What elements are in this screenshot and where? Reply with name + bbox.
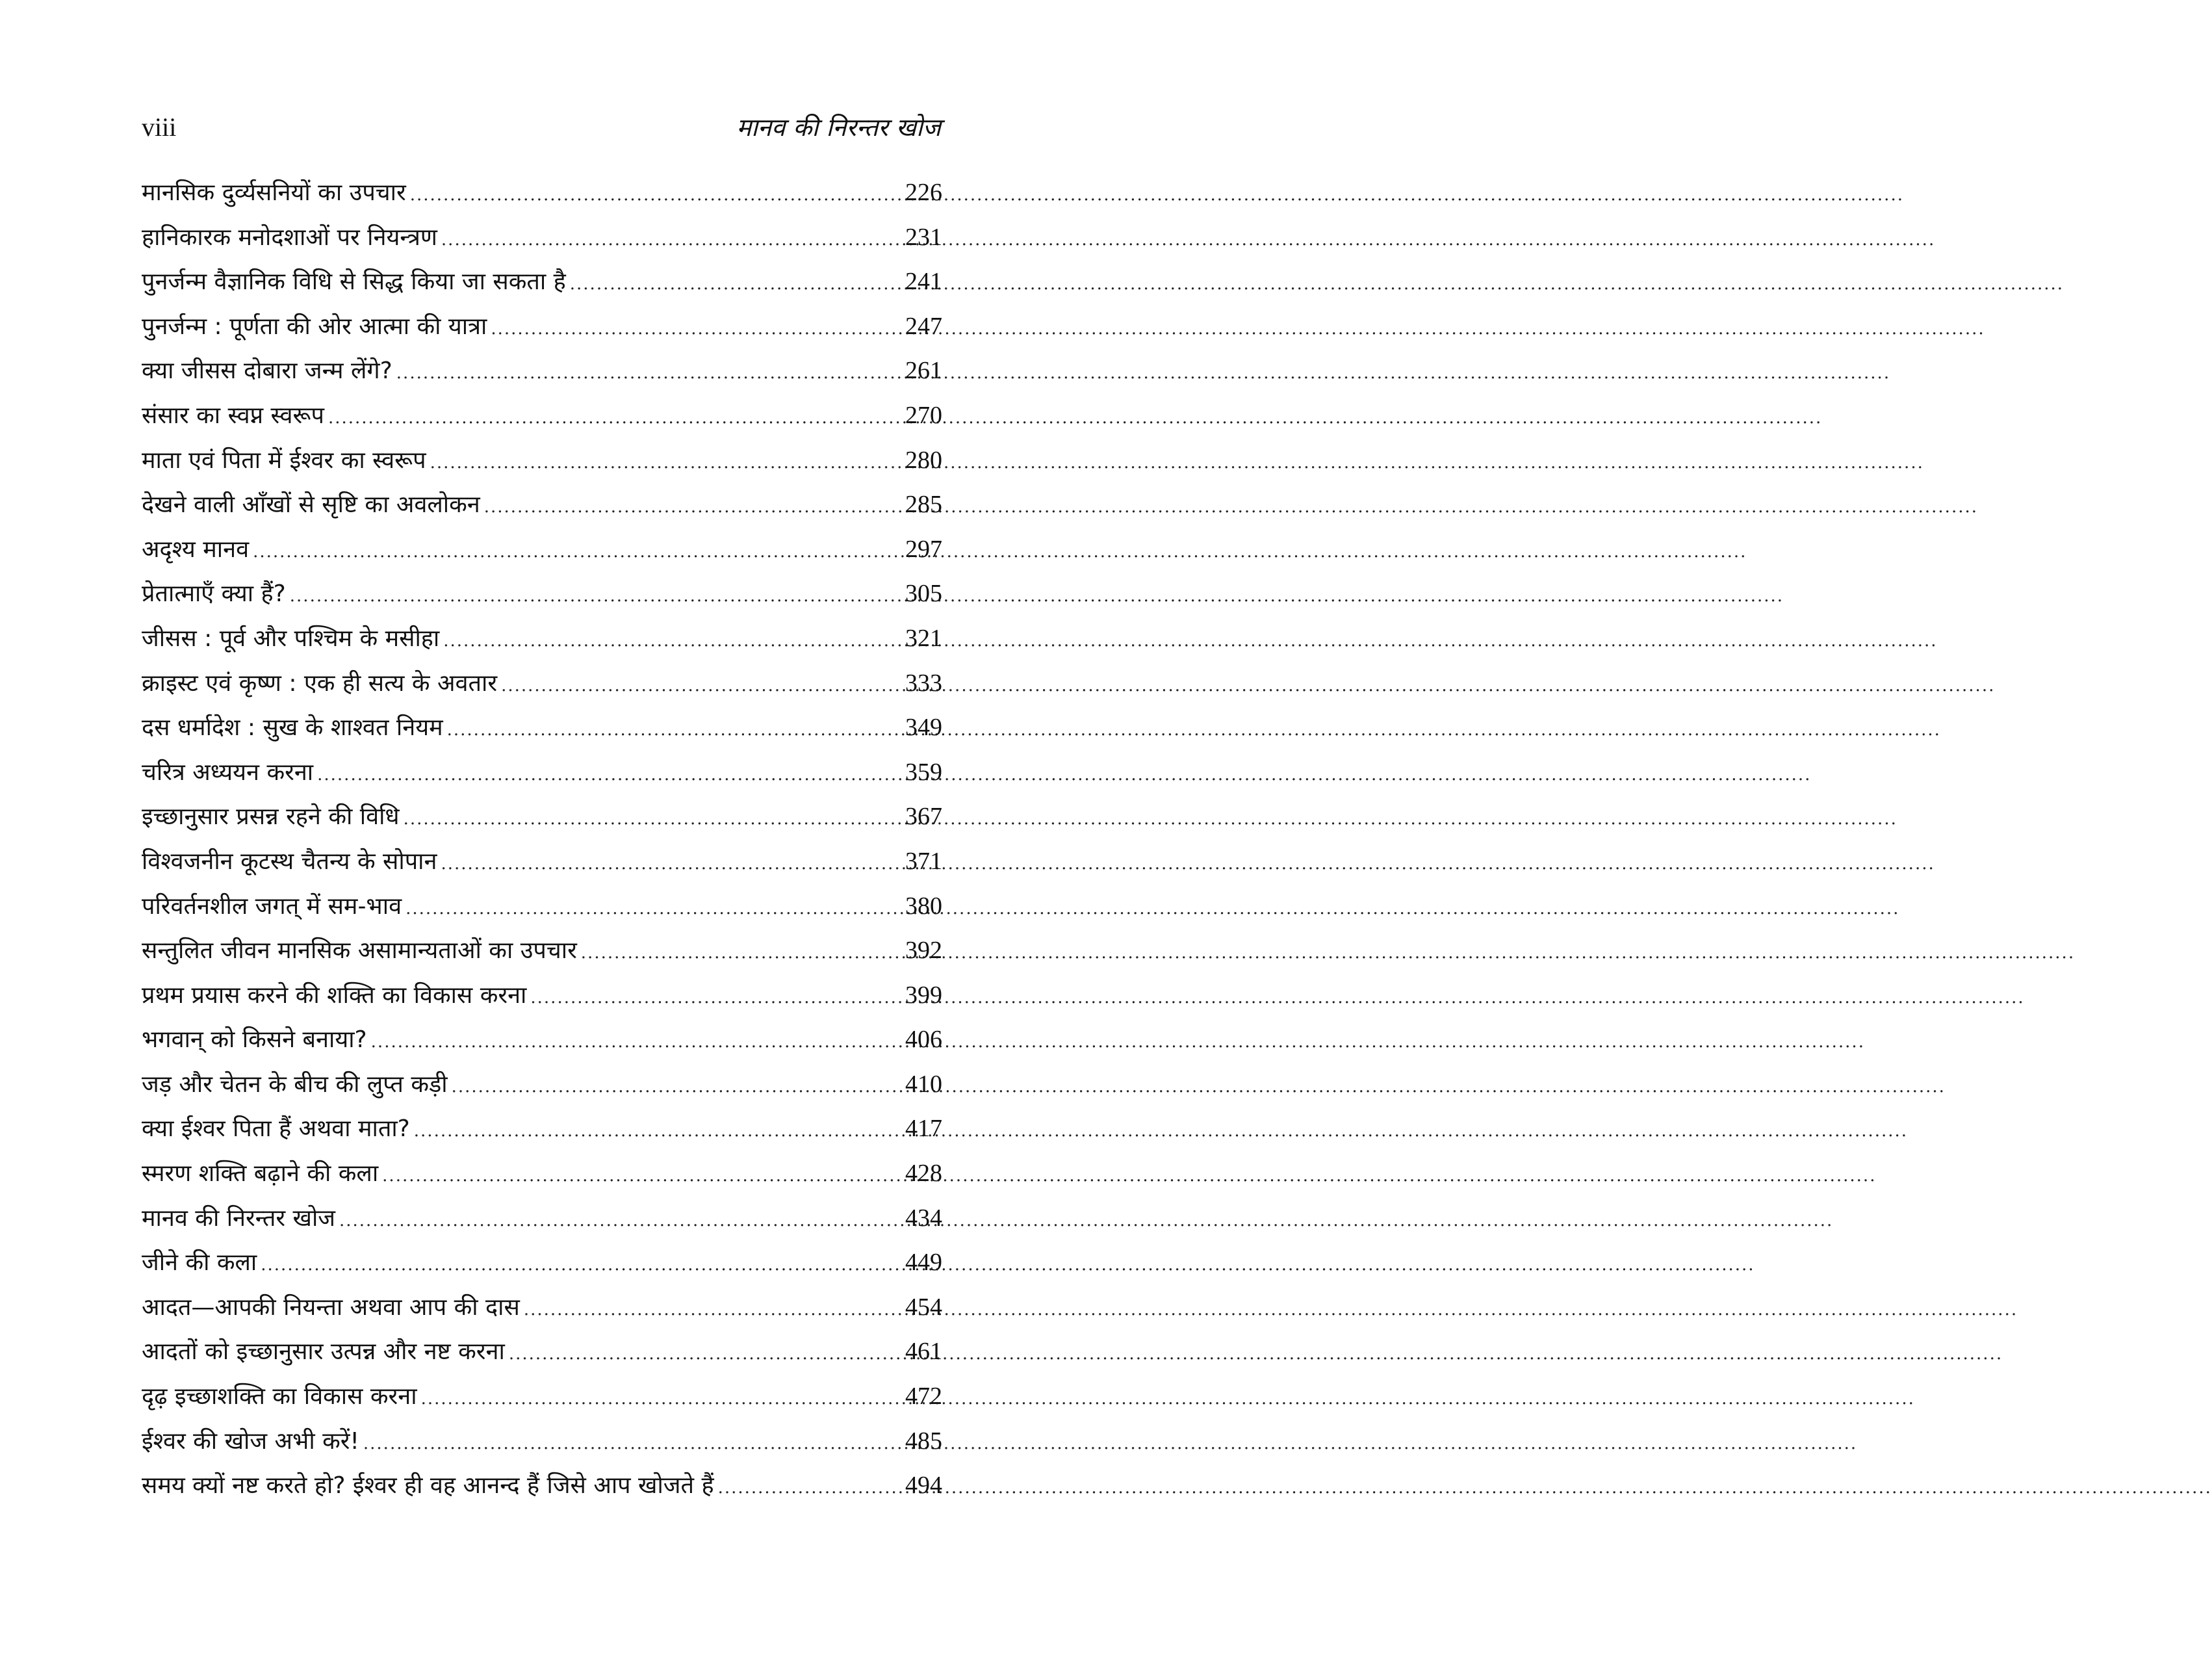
toc-dot-leader (382, 1166, 890, 1186)
toc-dot-leader (317, 765, 890, 785)
toc-dot-leader (414, 1121, 890, 1141)
toc-entry (142, 839, 942, 884)
toc-entry-title: प्रथम प्रयास करने की शक्ति का विकास करना (142, 982, 527, 1009)
toc-entry (142, 259, 942, 304)
toc-entry-page: 247 (905, 312, 942, 340)
toc-entry-title: क्राइस्ट एवं कृष्ण : एक ही सत्य के अवतार (142, 670, 498, 697)
toc-entry-page: 226 (905, 179, 942, 206)
toc-dot-leader (410, 185, 890, 205)
toc-dot-leader (396, 363, 890, 383)
toc-entry-page: 280 (905, 446, 942, 474)
toc-entry-title: दस धर्मादेश : सुख के शाश्वत नियम (142, 714, 443, 742)
toc-dot-leader (491, 319, 890, 339)
toc-dot-leader (581, 943, 890, 963)
toc-entry (142, 1285, 942, 1330)
toc-dot-leader (484, 497, 890, 517)
toc-entry-page: 349 (905, 714, 942, 742)
toc-entry-page: 406 (905, 1026, 942, 1054)
toc-entry-page: 392 (905, 937, 942, 965)
toc-entry (142, 571, 942, 616)
toc-dot-leader (261, 1255, 890, 1275)
toc-entry (142, 304, 942, 349)
toc-dot-leader (718, 1478, 890, 1498)
toc-entry-page: 241 (905, 268, 942, 296)
toc-entry-page: 261 (905, 357, 942, 385)
toc-entry-page: 380 (905, 892, 942, 920)
toc-entry-page: 285 (905, 491, 942, 519)
toc-entry-title: मानव की निरन्तर खोज (142, 1204, 335, 1232)
toc-entry-page: 367 (905, 803, 942, 831)
page-header (142, 108, 941, 147)
toc-entry-title: सन्तुलित जीवन मानसिक असामान्यताओं का उपचार (142, 937, 577, 965)
toc-entry-page: 270 (905, 401, 942, 429)
toc-entry (142, 973, 942, 1018)
running-title: मानव की निरन्तर खोज (736, 113, 941, 142)
toc-entry-title: स्मरण शक्ति बढ़ाने की कला (142, 1160, 379, 1188)
toc-entry-page: 399 (905, 981, 942, 1009)
toc-entry-page: 305 (905, 580, 942, 608)
toc-entry (142, 170, 942, 215)
toc-entry-title: ईश्वर की खोज अभी करें! (142, 1427, 359, 1455)
toc-entry-page: 454 (905, 1293, 942, 1321)
toc-entry (142, 1106, 942, 1151)
toc-dot-leader (452, 1077, 890, 1097)
toc-dot-leader (328, 408, 890, 428)
toc-entry-title: प्रेतात्माएँ क्या हैं? (142, 580, 286, 608)
toc-entry-title: जड़ और चेतन के बीच की लुप्त कड़ी (142, 1071, 448, 1098)
toc-entry-title: इच्छानुसार प्रसन्न रहने की विधि (142, 803, 400, 831)
toc-entry (142, 348, 942, 393)
toc-entry-page: 428 (905, 1160, 942, 1188)
toc-entry-title: देखने वाली आँखों से सृष्टि का अवलोकन (142, 491, 480, 519)
toc-entry-title: विश्वजनीन कूटस्थ चैतन्य के सोपान (142, 848, 437, 875)
toc-entry (142, 884, 942, 929)
toc-entry (142, 661, 942, 706)
toc-dot-leader (339, 1211, 890, 1230)
toc-entry-page: 461 (905, 1338, 942, 1366)
toc-entry-title: जीने की कला (142, 1249, 257, 1277)
toc-dot-leader (530, 988, 890, 1008)
toc-entry-page: 434 (905, 1204, 942, 1232)
toc-entry-page: 359 (905, 758, 942, 786)
toc-entry-title: अदृश्य मानव (142, 536, 250, 563)
toc-entry (142, 482, 942, 527)
toc-entry-title: माता एवं पिता में ईश्वर का स्वरूप (142, 447, 426, 474)
toc-entry-page: 333 (905, 669, 942, 697)
toc-entry (142, 1329, 942, 1374)
toc-entry-title: जीसस : पूर्व और पश्चिम के मसीहा (142, 625, 440, 652)
toc-entry-title: हानिकारक मनोदशाओं पर नियन्त्रण (142, 224, 437, 251)
toc-entry (142, 1196, 942, 1241)
toc-dot-leader (447, 720, 890, 740)
toc-dot-leader (509, 1344, 890, 1364)
toc-entry-page: 410 (905, 1070, 942, 1098)
toc-entry-title: आदत—आपकी नियन्ता अथवा आप की दास (142, 1294, 520, 1321)
toc-entry (142, 393, 942, 438)
toc-entry-title: मानसिक दुर्व्यसनियों का उपचार (142, 179, 406, 206)
toc-dot-leader (253, 542, 890, 562)
toc-entry (142, 1151, 942, 1196)
toc-entry (142, 705, 942, 750)
toc-entry-title: समय क्यों नष्ट करते हो? ईश्वर ही वह आनन्द हैं जिसे आप खोजते हैं (142, 1472, 714, 1500)
toc-dot-leader (404, 809, 890, 829)
toc-dot-leader (371, 1032, 890, 1052)
toc-dot-leader (570, 274, 890, 294)
toc-entry-title: पुनर्जन्म वैज्ञानिक विधि से सिद्ध किया जा सकता है (142, 268, 566, 296)
toc-entry-page: 494 (905, 1472, 942, 1500)
toc-dot-leader (405, 899, 890, 918)
toc-entry (142, 1463, 942, 1508)
toc-entry (142, 527, 942, 572)
toc-entry (142, 928, 942, 973)
toc-entry-page: 417 (905, 1115, 942, 1143)
toc-entry-page: 449 (905, 1249, 942, 1277)
toc-entry (142, 750, 942, 795)
toc-dot-leader (524, 1300, 890, 1320)
toc-entry (142, 1374, 942, 1419)
toc-dot-leader (441, 230, 890, 250)
toc-dot-leader (290, 586, 890, 606)
toc-entry-title: आदतों को इच्छानुसार उत्पन्न और नष्ट करना (142, 1338, 505, 1366)
page-number: viii (142, 112, 177, 142)
toc-dot-leader (441, 854, 890, 874)
toc-entry-title: संसार का स्वप्न स्वरूप (142, 402, 324, 429)
toc-entry (142, 438, 942, 483)
toc-entry-page: 297 (905, 535, 942, 563)
toc-entry-page: 472 (905, 1383, 942, 1410)
toc-entry (142, 794, 942, 839)
toc-entry (142, 1240, 942, 1285)
toc-entry-title: चरित्र अध्ययन करना (142, 759, 314, 786)
toc-dot-leader (363, 1434, 890, 1453)
toc-entry (142, 1017, 942, 1062)
toc-entry-page: 485 (905, 1427, 942, 1455)
toc-dot-leader (421, 1389, 890, 1409)
toc-entry (142, 616, 942, 661)
toc-entry-title: भगवान् को किसने बनाया? (142, 1026, 367, 1054)
table-of-contents (142, 170, 942, 1508)
toc-entry-page: 231 (905, 223, 942, 251)
toc-entry-title: परिवर्तनशील जगत् में सम-भाव (142, 892, 402, 920)
toc-entry-page: 321 (905, 624, 942, 652)
toc-entry (142, 215, 942, 260)
toc-entry (142, 1419, 942, 1464)
toc-entry-page: 371 (905, 847, 942, 875)
toc-dot-leader (443, 631, 890, 651)
toc-dot-leader (501, 676, 890, 696)
toc-dot-leader (430, 453, 890, 473)
toc-entry-title: दृढ़ इच्छाशक्ति का विकास करना (142, 1383, 417, 1410)
toc-entry (142, 1062, 942, 1107)
toc-entry-title: पुनर्जन्म : पूर्णता की ओर आत्मा की यात्रा (142, 313, 487, 340)
toc-entry-title: क्या ईश्वर पिता हैं अथवा माता? (142, 1115, 410, 1143)
toc-entry-title: क्या जीसस दोबारा जन्म लेंगे? (142, 358, 392, 385)
